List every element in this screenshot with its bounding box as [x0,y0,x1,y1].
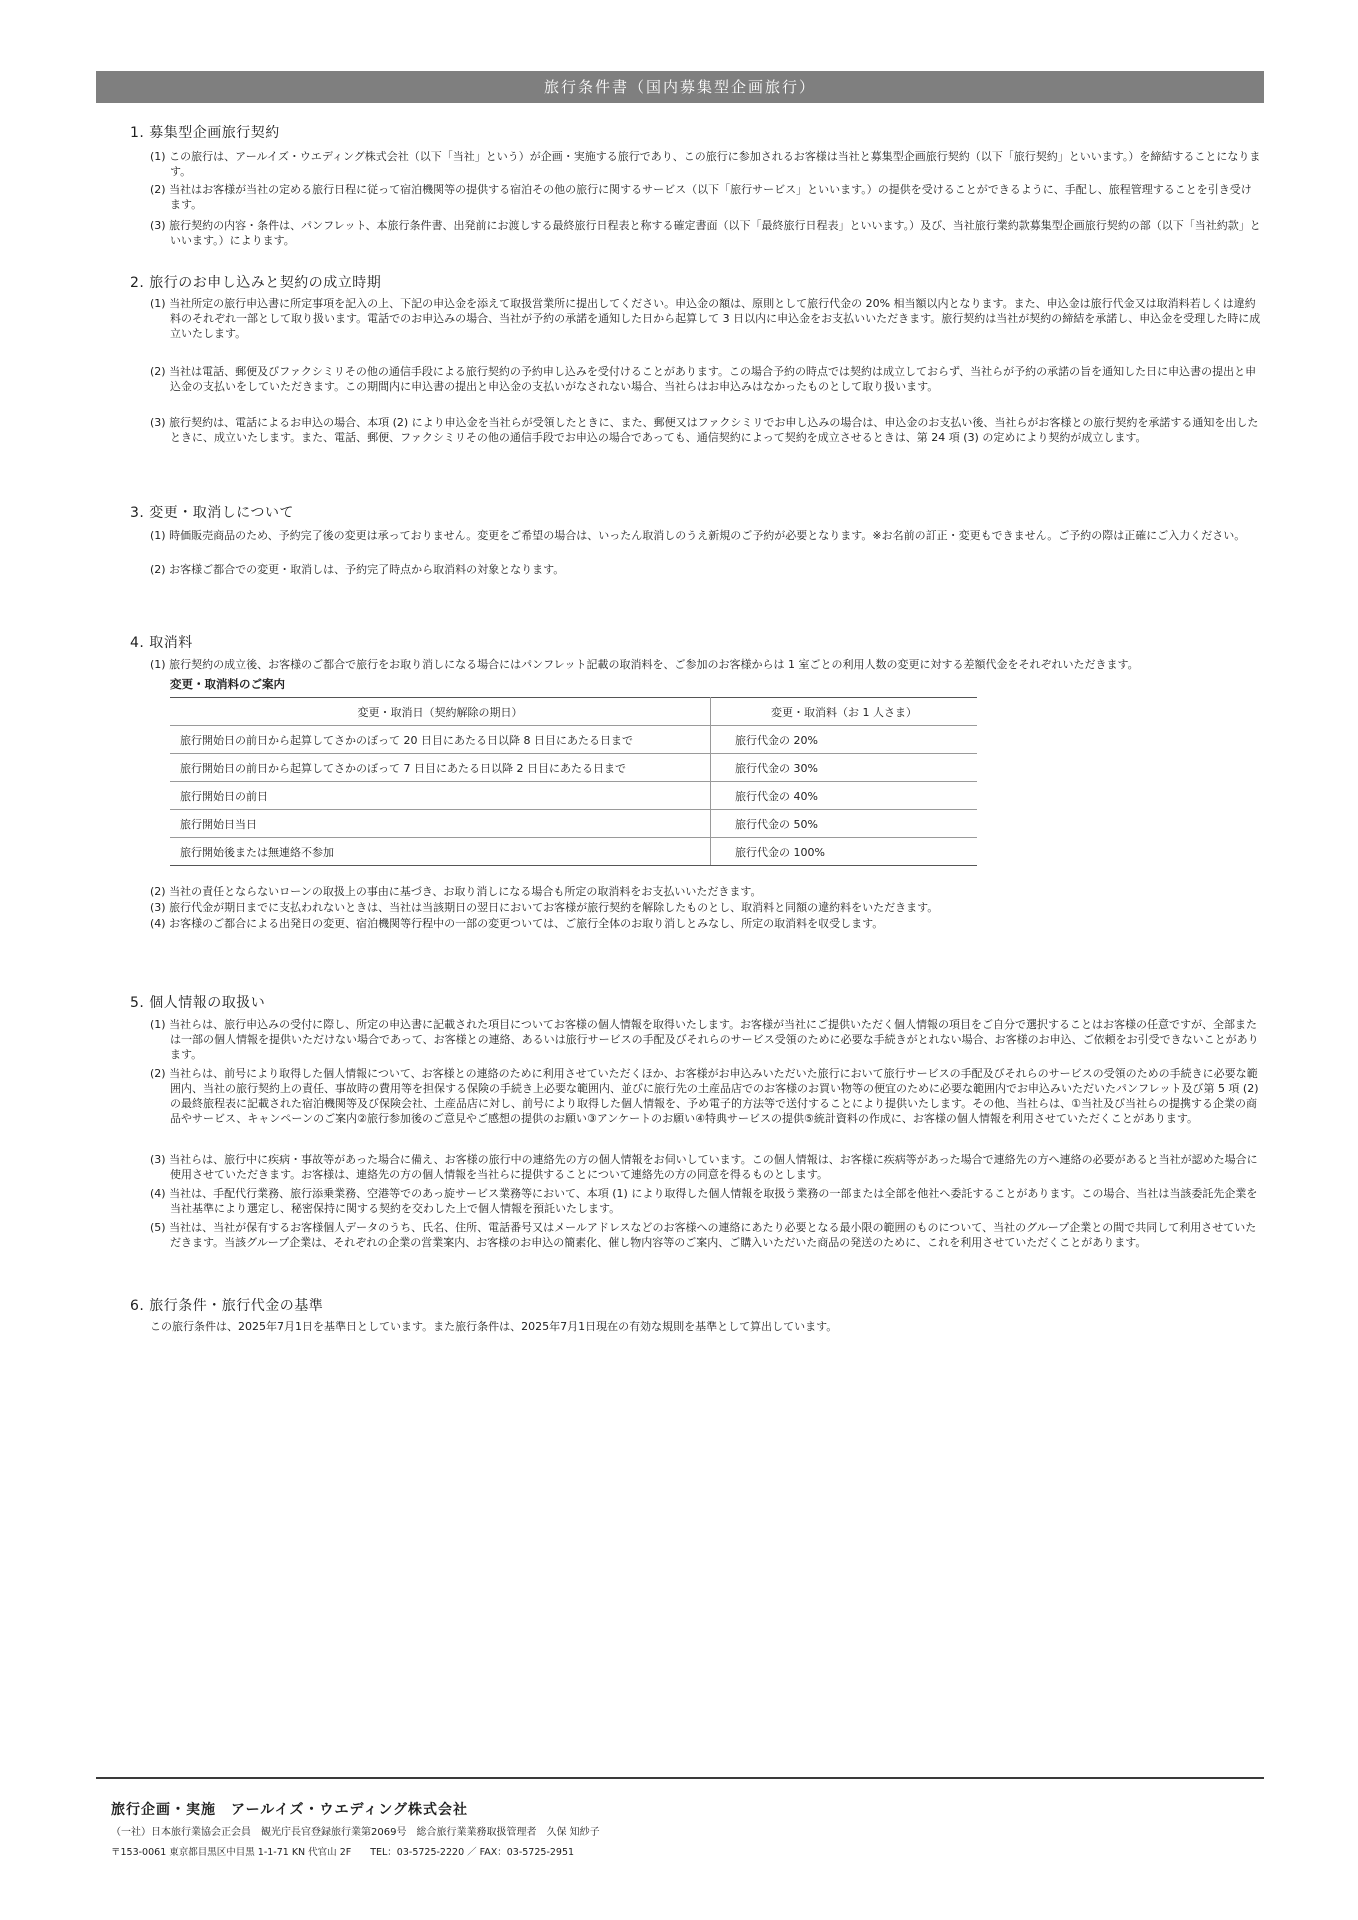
section-1-item-1: (1) この旅行は、アールイズ・ウエディング株式会社（以下「当社」という）が企画・実施する旅行であり、この旅行に参加されるお客様は当社と募集型企画旅行契約（以下「旅行契約」といいます。）を締結することになります。 [150,150,1261,178]
table-cell-period: 旅行開始後または無連絡不参加 [170,838,711,866]
table-header-fee: 変更・取消料（お 1 人さま） [711,698,978,726]
section-5-item-5: (5) 当社は、当社が保有するお客様個人データのうち、氏名、住所、電話番号又はメールアドレスなどのお客様への連絡にあたり必要となる最小限の範囲のものについて、当社のグループ企業との間で共同して利用させていただきます。当該グループ企業は、それぞれの企業の営業案内、お客様のお申込の簡素化、催し物内容等のご案内、ご購入いただいた商品の発送のために、これを利用させていただくことがあります。 [150,1221,1257,1249]
footer-address: 〒153-0061 東京都目黒区中目黒 1-1-71 KN 代官山 2F TEL：03-5725-2220 ／ FAX：03-5725-2951 [111,1847,575,1858]
table-cell-period: 旅行開始日の前日 [170,782,711,810]
section-2-item-2: (2) 当社は電話、郵便及びファクシミリその他の通信手段による旅行契約の予約申し込みを受付けることがあります。この場合予約の時点では契約は成立しておらず、当社らが予約の承諾の旨を通知した日に申込書の提出と申込金の支払いをしていただきます。この期間内に申込書の提出と申込金の支払いがなされない場合、当社らはお申込みはなかったものとして取り扱います。 [150,365,1257,393]
table-row [170,754,977,782]
section-5-item-2: (2) 当社らは、前号により取得した個人情報について、お客様との連絡のために利用させていただくほか、お客様がお申込みいただいた旅行において旅行サービスの手配及びそれらのサービスの受領のための手続きに必要な範囲内、当社の旅行契約上の責任、事故時の費用等を担保する保険の手続き上必要な範囲内、並びに旅行先の土産品店でのお客様のお買い物等の便宜のために必要な範囲内でお申込みいただいたパンフレット及び第 5 項 (2) の最終旅程表に記載された宿泊機関等及び保険会社、土産品店に対し、前号により取得した個人情報を、予め電子的方法等で送付することにより提供いたします。その他、当社らは、①当社及び当社らの提携する企業の商品やサービス、キャンペーンのご案内②旅行参加後のご意見やご感想の提供のお願い③アンケートのお願い④特典サービスの提供⑤統計資料の作成に、お客様の個人情報を利用させていただくことがあります。 [150,1067,1259,1125]
fee-table-caption: 変更・取消料のご案内 [170,677,285,691]
section-4-item-1: (1) 旅行契約の成立後、お客様のご都合で旅行をお取り消しになる場合にはパンフレット記載の取消料を、ご参加のお客様からは 1 室ごとの利用人数の変更に対する差額代金をそれぞれいただきます。 [150,658,1139,671]
section-5-title: 5. 個人情報の取扱い [130,995,266,1011]
section-5-item-4: (4) 当社は、手配代行業務、旅行添乗業務、空港等でのあっ旋サービス業務等において、本項 (1) により取得した個人情報を取扱う業務の一部または全部を他社へ委託することがあります。この場合、当社は当該委託先企業を当社基準により選定し、秘密保持に関する契約を交わした上で個人情報を預託いたします。 [150,1187,1258,1215]
section-2-title: 2. 旅行のお申し込みと契約の成立時期 [130,275,382,291]
footer-company: 旅行企画・実施 アールイズ・ウエディング株式会社 [111,1802,469,1818]
section-5-item-3: (3) 当社らは、旅行中に疾病・事故等があった場合に備え、お客様の旅行中の連絡先の方の個人情報をお伺いしています。この個人情報は、お客様に疾病等があった場合で連絡先の方へ連絡の必要があると当社が認めた場合に使用させていただきます。お客様は、連絡先の方の個人情報を当社らに提供することについて連絡先の方の同意を得るものとします。 [150,1153,1258,1181]
table-cell-period: 旅行開始日の前日から起算してさかのぼって 20 日目にあたる日以降 8 日目にあたる日まで [170,726,711,754]
table-cell-period: 旅行開始日の前日から起算してさかのぼって 7 日目にあたる日以降 2 日目にあたる日まで [170,754,711,782]
table-row [170,726,977,754]
section-4-item-4: (4) お客様のご都合による出発日の変更、宿泊機関等行程中の一部の変更ついては、ご旅行全体のお取り消しとみなし、所定の取消料を収受します。 [150,917,884,930]
section-3-item-2: (2) お客様ご都合での変更・取消しは、予約完了時点から取消料の対象となります。 [150,563,565,576]
section-1-title: 1. 募集型企画旅行契約 [130,125,280,141]
table-row [170,810,977,838]
table-cell-fee: 旅行代金の 40% [711,782,978,810]
section-4-item-3: (3) 旅行代金が期日までに支払われないときは、当社は当該期日の翌日においてお客様が旅行契約を解除したものとし、取消料と同額の違約料をいただきます。 [150,901,939,914]
section-2-item-3: (3) 旅行契約は、電話によるお申込の場合、本項 (2) により申込金を当社らが受領したときに、また、郵便又はファクシミリでお申し込みの場合は、申込金のお支払い後、当社らがお客様との旅行契約を承諾する通知を出したときに、成立いたします。また、電話、郵便、ファクシミリその他の通信手段でお申込の場合であっても、通信契約によって契約を成立させるときは、第 24 項 (3) の定めにより契約が成立します。 [150,416,1259,444]
table-header-row [170,698,977,726]
section-6-text: この旅行条件は、2025年7月1日を基準日としています。また旅行条件は、2025年7月1日現在の有効な規則を基準として算出しています。 [150,1320,838,1333]
section-2-item-1: (1) 当社所定の旅行申込書に所定事項を記入の上、下記の申込金を添えて取扱営業所に提出してください。申込金の額は、原則として旅行代金の 20% 相当額以内となります。また、申込金は旅行代金又は取消料若しくは違約料のそれぞれ一部として取り扱います。電話でのお申込みの場合、当社が予約の承諾を通知した日から起算して 3 日以内に申込金をお支払いいただきます。旅行契約は当社が契約の締結を承諾し、申込金を受理した時に成立いたします。 [150,297,1261,340]
section-4-title: 4. 取消料 [130,635,193,651]
footer-association: （一社）日本旅行業協会正会員 観光庁長官登録旅行業第2069号 総合旅行業業務取扱管理者 久保 知紗子 [111,1827,600,1838]
table-cell-period: 旅行開始日当日 [170,810,711,838]
table-cell-fee: 旅行代金の 50% [711,810,978,838]
section-1-item-3: (3) 旅行契約の内容・条件は、パンフレット、本旅行条件書、出発前にお渡しする最終旅行日程表と称する確定書面（以下「最終旅行日程表」といいます。）及び、当社旅行業約款募集型企画旅行契約の部（以下「当社約款」といいます。）によります。 [150,219,1261,247]
table-header-period: 変更・取消日（契約解除の期日） [170,698,711,726]
section-5-item-1: (1) 当社らは、旅行申込みの受付に際し、所定の申込書に記載された項目についてお客様の個人情報を取得いたします。お客様が当社にご提供いただく個人情報の項目をご自分で選択することはお客様の任意ですが、全部または一部の個人情報を提供いただけない場合であって、お客様との連絡、あるいは旅行サービスの手配及びそれらのサービス受領のために必要な手続きがとれない場合、お客様のお申込、ご依頼をお引受できないことがあります。 [150,1018,1259,1061]
document-title: 旅行条件書（国内募集型企画旅行） [96,71,1264,103]
section-6-title: 6. 旅行条件・旅行代金の基準 [130,1298,324,1314]
section-1-item-2: (2) 当社はお客様が当社の定める旅行日程に従って宿泊機関等の提供する宿泊その他の旅行に関するサービス（以下「旅行サービス」といいます。）の提供を受けることができるように、手配し、旅程管理することを引き受けます。 [150,183,1252,211]
table-cell-fee: 旅行代金の 30% [711,754,978,782]
section-3-title: 3. 変更・取消しについて [130,505,295,521]
section-3-item-1: (1) 時価販売商品のため、予約完了後の変更は承っておりません。変更をご希望の場合は、いったん取消しのうえ新規のご予約が必要となります。※お名前の訂正・変更もできません。ご予約の際は正確にご入力ください。 [150,529,1246,542]
table-row [170,782,977,810]
cancellation-fee-table [170,697,977,866]
table-row [170,838,977,866]
table-cell-fee: 旅行代金の 20% [711,726,978,754]
table-cell-fee: 旅行代金の 100% [711,838,978,866]
section-4-item-2: (2) 当社の責任とならないローンの取扱上の事由に基づき、お取り消しになる場合も所定の取消料をお支払いいただきます。 [150,885,762,898]
footer-divider [96,1777,1264,1779]
